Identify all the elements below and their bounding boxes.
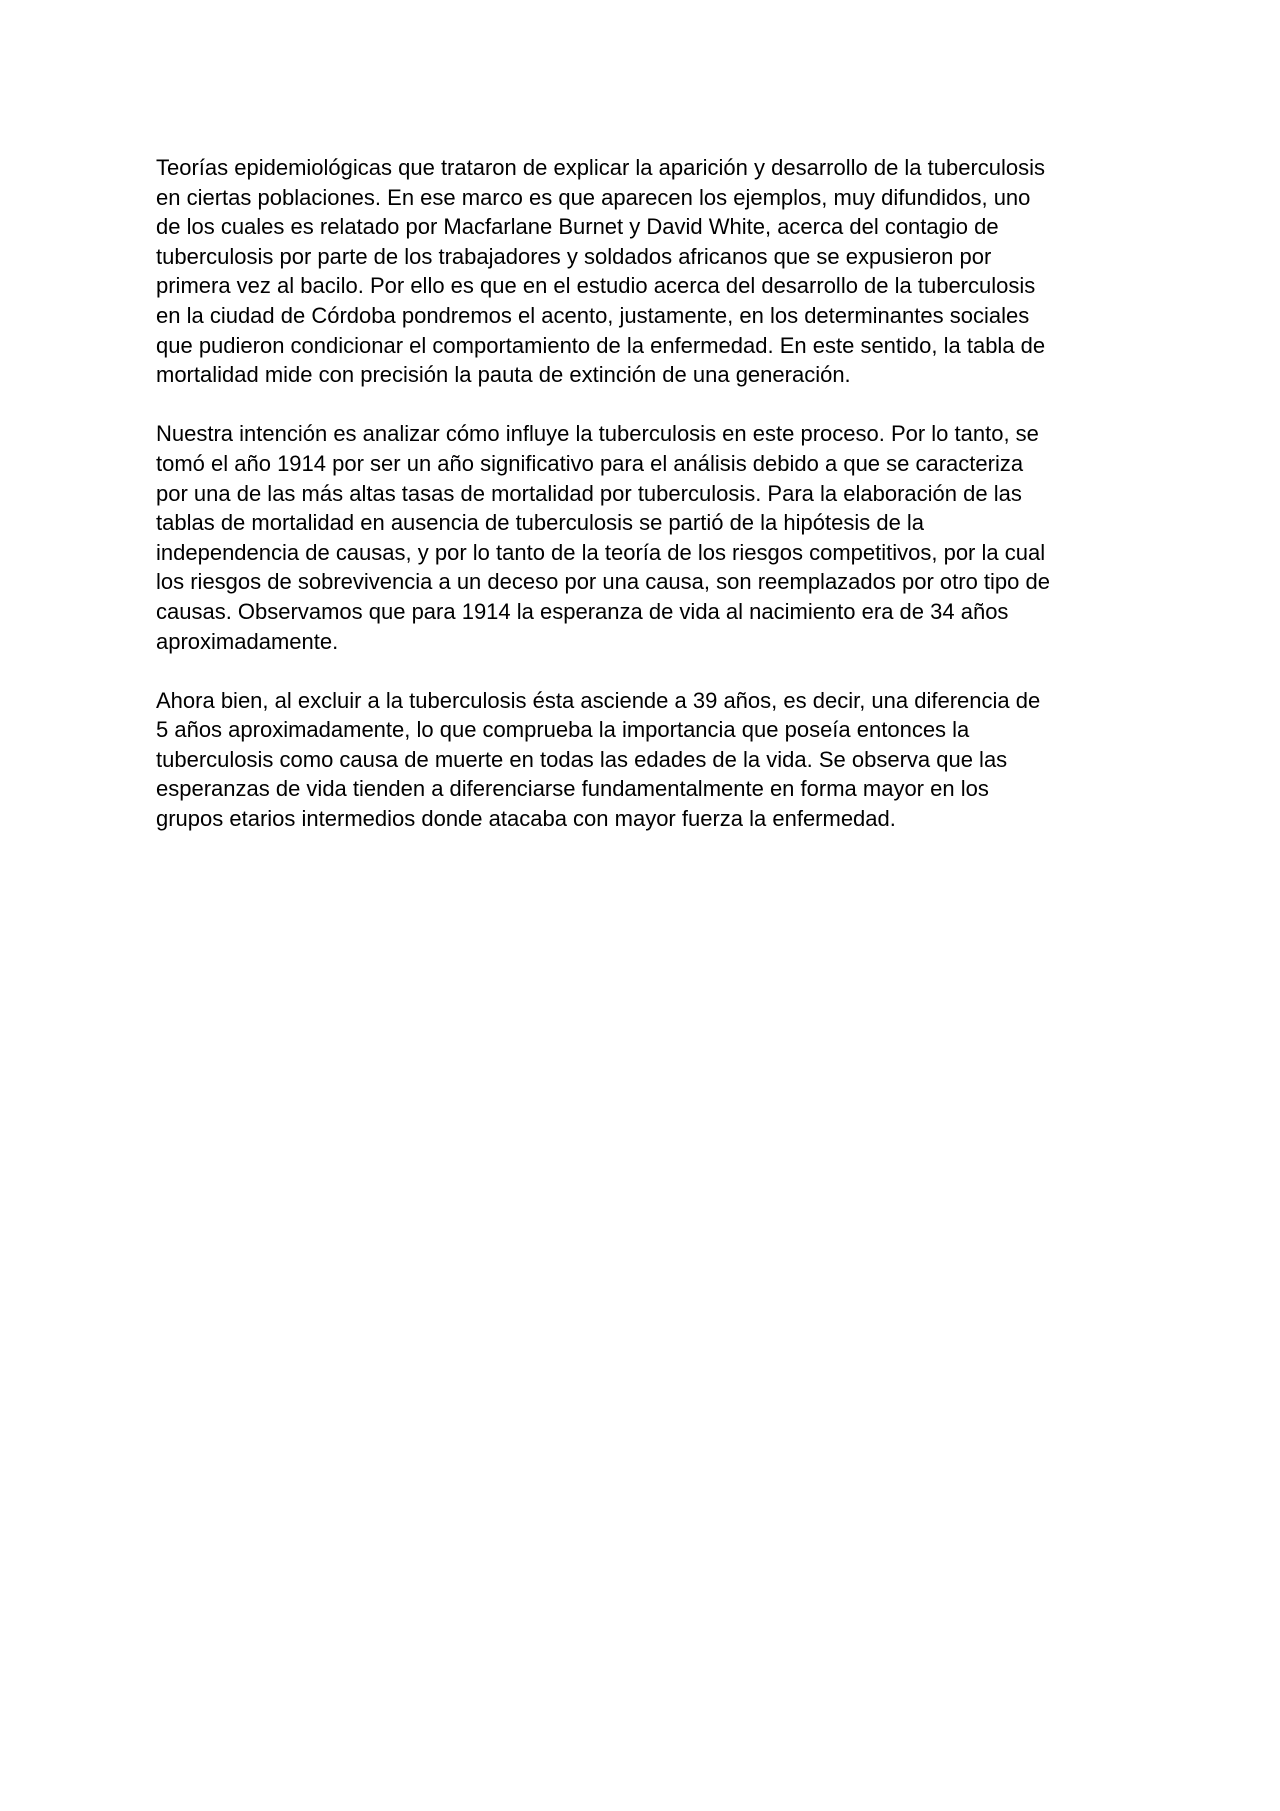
text-line: causas. Observamos que para 1914 la esperanza de vida al nacimiento era de 34 años (156, 598, 1009, 624)
text-line: Teorías epidemiológicas que trataron de explicar la aparición y desarrollo de la tuberculosis (156, 155, 1046, 180)
text-line: aproximadamente. (156, 628, 339, 654)
paragraph-2 (156, 419, 1136, 656)
text-line: primera vez al bacilo. Por ello es que en el estudio acerca del desarrollo de la tuberculosis (156, 273, 1036, 299)
text-line: mortalidad mide con precisión la pauta de extinción de una generación. (156, 362, 851, 388)
text-line: que pudieron condicionar el comportamiento de la enfermedad. En este sentido, la tabla de (156, 332, 1046, 358)
text-line: tomó el año 1914 por ser un año significativo para el análisis debido a que se caracteriza (156, 450, 1024, 476)
text-line: en ciertas poblaciones. En ese marco es que aparecen los ejemplos, muy difundidos, uno (156, 184, 1031, 210)
text-line: por una de las más altas tasas de mortalidad por tuberculosis. Para la elaboración de las (156, 480, 1022, 506)
text-line: tuberculosis por parte de los trabajadores y soldados africanos que se expusieron por (156, 243, 992, 269)
text-line: en la ciudad de Córdoba pondremos el acento, justamente, en los determinantes sociales (156, 302, 1030, 328)
text-line: independencia de causas, y por lo tanto de la teoría de los riesgos competitivos, por la cual (156, 539, 1046, 565)
text-line: de los cuales es relatado por Macfarlane Burnet y David White, acerca del contagio de (156, 214, 999, 240)
text-line: tablas de mortalidad en ausencia de tuberculosis se partió de la hipótesis de la (156, 510, 925, 536)
text-line: Nuestra intención es analizar cómo influye la tuberculosis en este proceso. Por lo tanto, se (156, 421, 1039, 447)
text-line: Ahora bien, al excluir a la tuberculosis ésta asciende a 39 años, es decir, una diferencia de (156, 687, 1041, 713)
text-line: esperanzas de vida tienden a diferenciarse fundamentalmente en forma mayor en los (156, 776, 989, 802)
document-body (156, 153, 1136, 863)
text-line: los riesgos de sobrevivencia a un deceso por una causa, son reemplazados por otro tipo de (156, 569, 1050, 595)
paragraph-3 (156, 686, 1136, 834)
paragraph-1 (156, 153, 1136, 390)
text-line: tuberculosis como causa de muerte en todas las edades de la vida. Se observa que las (156, 746, 1008, 772)
text-line: 5 años aproximadamente, lo que comprueba la importancia que poseía entonces la (156, 717, 970, 743)
text-line: grupos etarios intermedios donde atacaba con mayor fuerza la enfermedad. (156, 806, 896, 832)
